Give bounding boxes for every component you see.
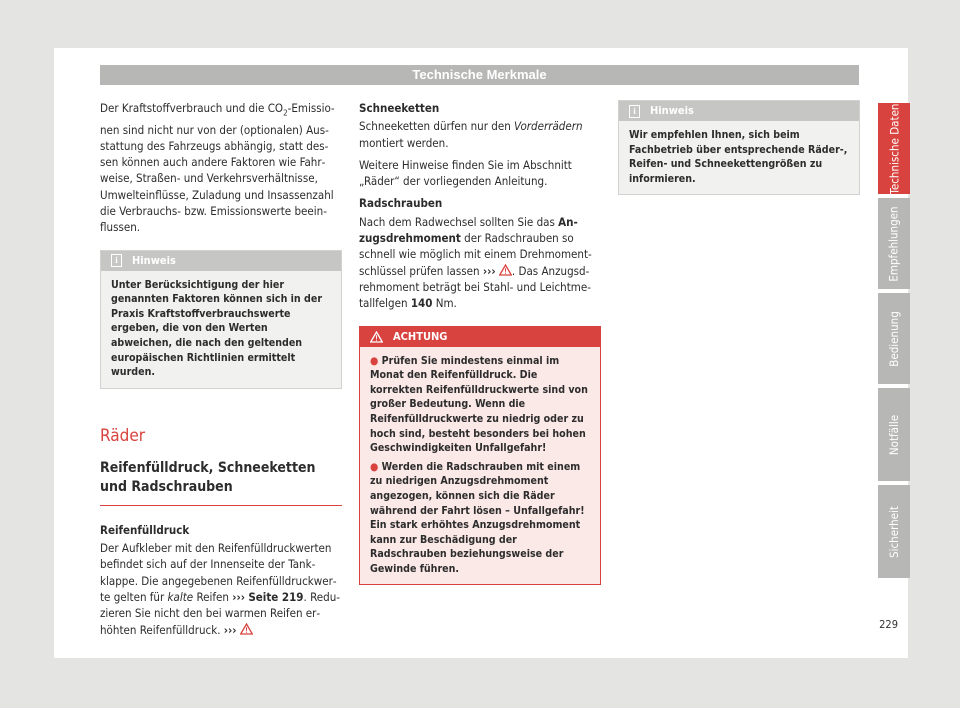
hinweis-header: i Hinweis: [101, 251, 341, 271]
further-info-paragraph: Weitere Hinweise finden Sie im Abschnitt „Räder“ der vorliegenden Anleitung.: [359, 157, 572, 189]
page-number: 229: [879, 618, 898, 631]
column-middle: [359, 100, 601, 585]
bullet-icon: ●: [370, 354, 379, 367]
chapter-tabs: [878, 103, 910, 582]
reifen-paragraph: Der Aufkleber mit den Reifenfülldruckwerten befindet sich auf der Innenseite der Tankklappe. Die angegebenen Reifenfülldruckwerte gelten für kalte Reifen ››› Seite 219. Reduzieren Sie nicht den bei warmen Reifen erhöhten Reifenfülldruck. ›››: [100, 541, 340, 637]
section-title: Räder: [100, 425, 146, 446]
torque-value: 140: [410, 296, 433, 311]
page-reference-link[interactable]: Seite 219: [248, 590, 304, 605]
schneeketten-paragraph: Schneeketten dürfen nur den Vorderrädern montiert werden.: [359, 119, 583, 150]
achtung-text: [360, 347, 600, 585]
tab-sicherheit[interactable]: Sicherheit: [878, 485, 910, 578]
radschrauben-heading: Radschrauben: [359, 196, 443, 211]
hinweis-text: Wir empfehlen Ihnen, sich beim Fachbetrieb über entsprechende Räder-, Reifen- und Schneekettengrößen zu informieren.: [629, 129, 848, 185]
intro-paragraph: Der Kraftstoffverbrauch und die $CO_2$-Emissionen sind nicht nur von der (optionalen) Ausstattung des Fahrzeugs abhängig, statt dessen können auch andere Faktoren wie Fahrweise, Straßen- und Verkehrsverhältnisse, Umwelteinflüsse, Zuladung und Insassenzahl die Verbrauchs- bzw. Emissionswerte beeinflussen.: [100, 101, 335, 235]
warning-triangle-icon[interactable]: [240, 623, 253, 635]
hinweis-text: Unter Berücksichtigung der hier genannten Faktoren können sich in der Praxis Kraftstoffverbrauchswerte ergeben, die von den Werten abweichen, die nach den geltenden europäischen Richtlinien ermittelt wurden.: [111, 278, 323, 379]
tab-empfehlungen[interactable]: Empfehlungen: [878, 198, 910, 289]
cross-reference-arrows: ›››: [232, 590, 246, 605]
tab-technische-daten[interactable]: Technische Daten: [878, 103, 910, 194]
tab-notfaelle[interactable]: Notfälle: [878, 388, 910, 481]
hinweis-header: i Hinweis: [619, 101, 859, 121]
warning-triangle-icon[interactable]: [499, 264, 512, 276]
info-icon: i: [629, 105, 640, 118]
column-right: [618, 100, 860, 195]
tab-bedienung[interactable]: Bedienung: [878, 293, 910, 384]
hinweis-box: [100, 250, 342, 389]
column-left: [100, 100, 342, 644]
page-header: Technische Merkmale: [100, 65, 859, 85]
info-icon: i: [111, 254, 122, 267]
schneeketten-heading: Schneeketten: [359, 101, 440, 115]
hinweis-box: [618, 100, 860, 195]
warning-item: ● Prüfen Sie mindestens einmal im Monat den Reifenfülldruck. Die korrekten Reifenfülldruckwerte sind von großer Bedeutung. Wenn die Reifenfülldruckwerte zu niedrig oder zu hoch sind, besteht besonders bei hohen Geschwindigkeiten Unfallgefahr!: [370, 354, 588, 455]
bullet-icon: ●: [370, 460, 379, 473]
reifen-heading: Reifenfülldruck: [100, 522, 190, 537]
warning-item: ● Werden die Radschrauben mit einem zu niedrigen Anzugsdrehmoment angezogen, können sich die Räder während der Fahrt lösen – Unfallgefahr! Ein stark erhöhtes Anzugsdrehmoment kann zur Beschädigung der Radschrauben beziehungsweise der Gewinde führen.: [370, 460, 585, 575]
achtung-header: ACHTUNG: [360, 327, 600, 347]
radschrauben-paragraph: Nach dem Radwechsel sollten Sie das Anzugsdrehmoment der Radschrauben so schnell wie möglich mit einem Drehmomentschlüssel prüfen lassen ››› . Das Anzugsdrehmoment beträgt bei Stahl- und Leichtmetallfelgen 140 Nm.: [359, 214, 592, 311]
section-subtitle: Reifenfülldruck, Schneeketten und Radschrauben: [100, 459, 342, 506]
achtung-box: [359, 326, 601, 586]
warning-triangle-icon: [370, 331, 383, 343]
